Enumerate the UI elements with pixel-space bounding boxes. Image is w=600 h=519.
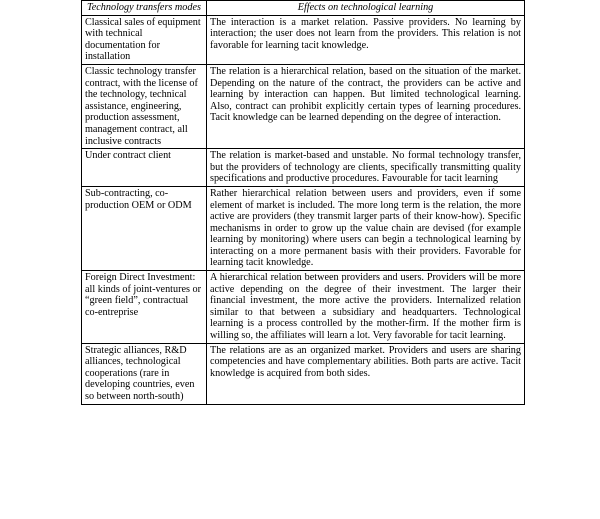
table-row [82, 271, 525, 344]
effect-cell: The relations are as an organized market. Providers and users are sharing competencies and have complementary abilities. Both parts are active. Tacit knowledge is acquired from both sides. [207, 343, 525, 404]
table-row [82, 64, 525, 148]
mode-cell: Foreign Direct Investment: all kinds of joint-ventures or “green field”, contractual co-entreprise [82, 271, 207, 344]
effect-cell: The relation is a hierarchical relation, based on the situation of the market. Depending on the nature of the contract, the providers can be active and learning by interaction can happen. But limited technological learning. Also, contract can prohibit explicitly certain types of learning procedures. Tacit knowledge can be learned depending on the degree of interaction. [207, 64, 525, 148]
table-row [82, 15, 525, 64]
table-row [82, 186, 525, 270]
transfer-modes-table [81, 0, 525, 405]
table-header-row [82, 1, 525, 16]
transfer-modes-table-container [81, 0, 524, 405]
mode-cell: Sub-contracting, co-production OEM or ODM [82, 186, 207, 270]
table-row [82, 149, 525, 187]
effect-cell: The relation is market-based and unstable. No formal technology transfer, but the providers of technology are clients, specifically transmitting quality specifications and productive procedures. Favourable for tacit learning [207, 149, 525, 187]
mode-cell: Classical sales of equipment with technical documentation for installation [82, 15, 207, 64]
mode-cell: Under contract client [82, 149, 207, 187]
header-effect: Effects on technological learning [207, 1, 525, 16]
effect-cell: The interaction is a market relation. Passive providers. No learning by interaction; the user does not learn from the providers. This relation is not favorable for learning tacit knowledge. [207, 15, 525, 64]
table-row [82, 343, 525, 404]
mode-cell: Classic technology transfer contract, with the license of the technology, technical assistance, engineering, production assessment, management contract, all inclusive contracts [82, 64, 207, 148]
effect-cell: Rather hierarchical relation between users and providers, even if some element of market is included. The more long term is the relation, the more active are providers (they transmit larger parts of their know-how). Specific mechanisms in order to grow up the value chain are devised (for example learning by monitoring) where users can begin a technological learning by interacting on a more permanent basis with their providers. Favorable for learning tacit knowledge. [207, 186, 525, 270]
header-mode: Technology transfers modes [82, 1, 207, 16]
mode-cell: Strategic alliances, R&D alliances, technological cooperations (rare in developing countries, even so between north-south) [82, 343, 207, 404]
effect-cell: A hierarchical relation between providers and users. Providers will be more active depending on the degree of their investment. The larger their financial investment, the more active the providers. Internalized relation similar to that between a subsidiary and headquarters. Technological learning is a process controlled by the mother-firm. If the mother firm is willing so, the affiliates will learn a lot. Very favorable for tacit learning. [207, 271, 525, 344]
